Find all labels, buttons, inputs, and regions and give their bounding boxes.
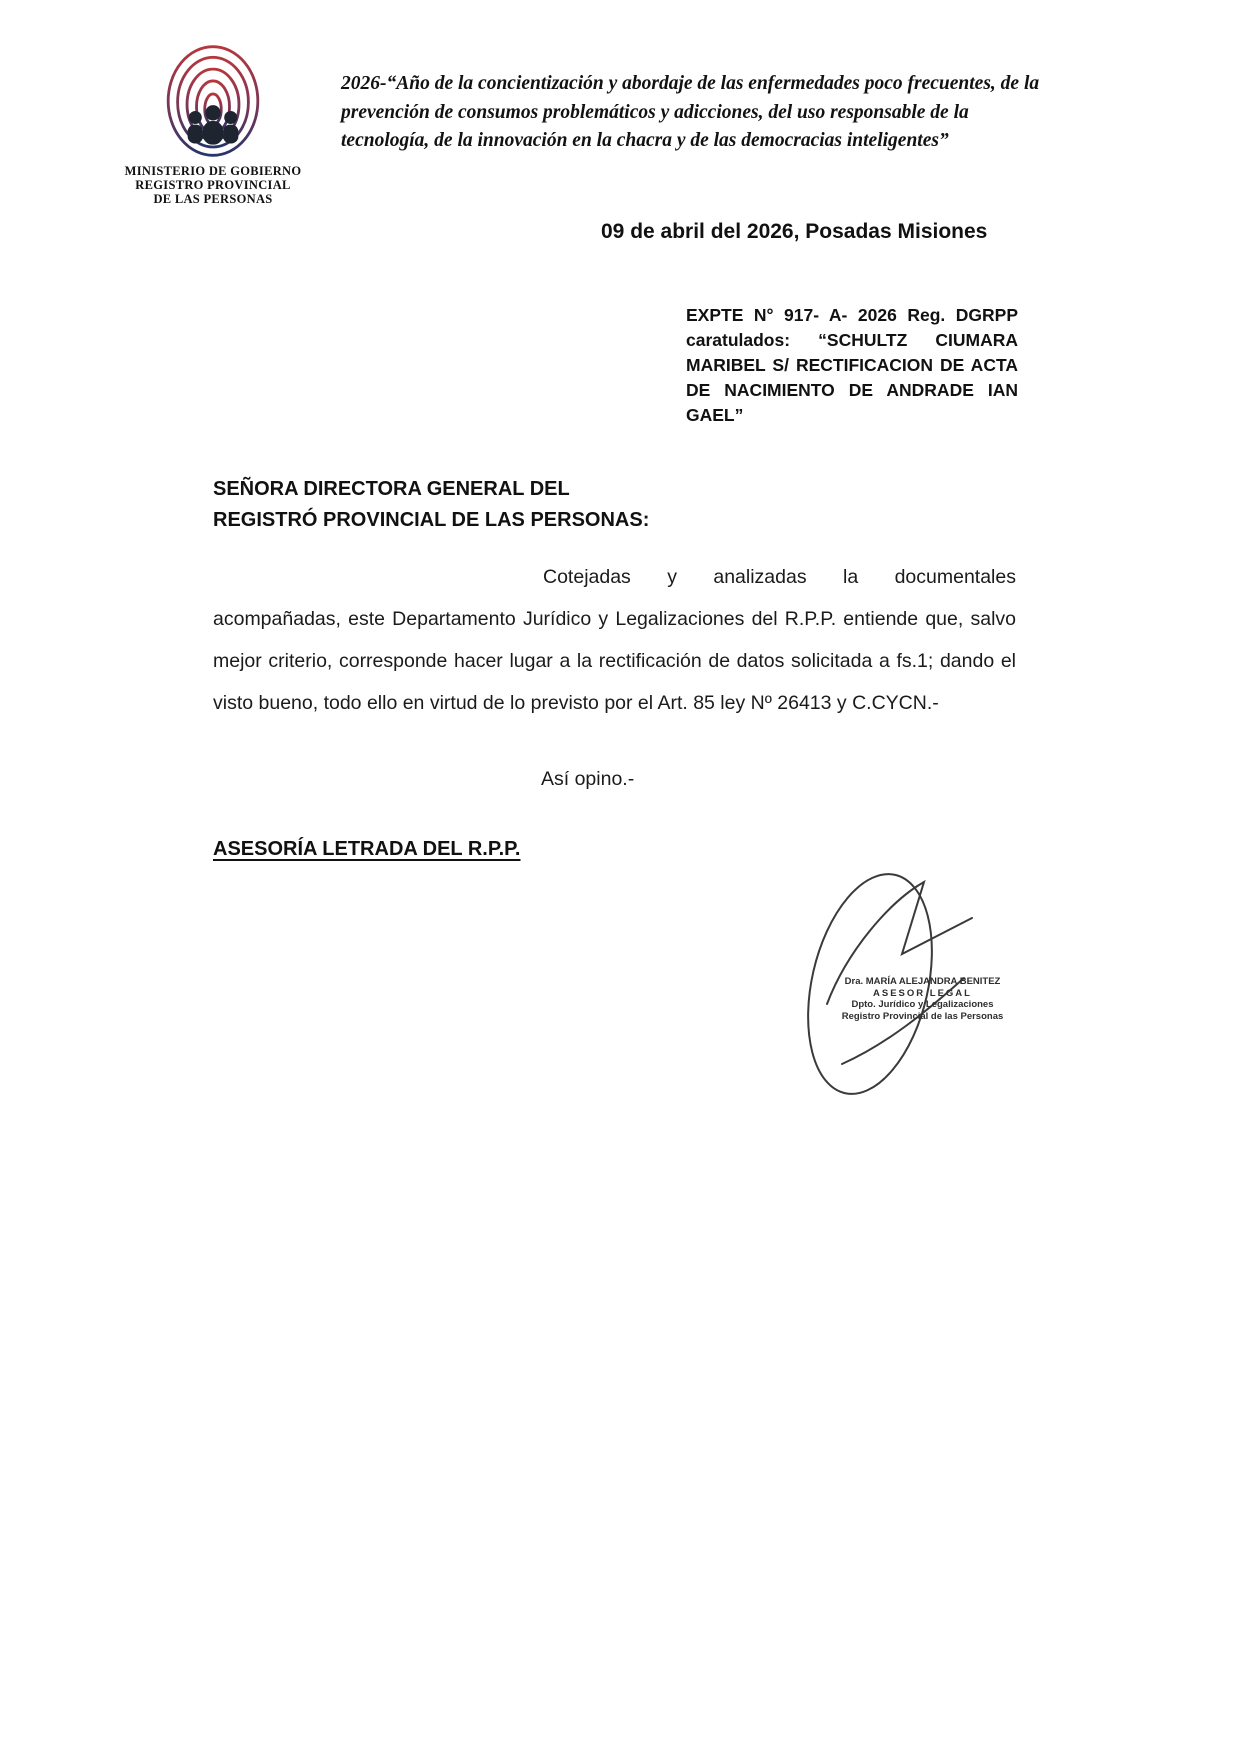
- salutation-line2: REGISTRÓ PROVINCIAL DE LAS PERSONAS:: [213, 509, 650, 531]
- closing-heading: ASESORÍA LETRADA DEL R.P.P.: [213, 838, 521, 860]
- signer-stamp: [830, 976, 1015, 1022]
- fingerprint-logo-icon: [154, 42, 272, 160]
- body-paragraph: Cotejadas y analizadas la documentales acompañadas, este Departamento Jurídico y Legalizaciones del R.P.P. entiende que, salvo mejor criterio, corresponde hacer lugar a la rectificación de datos solicitada a fs.1; dando el visto bueno, todo ello en virtud de lo previsto por el Art. 85 ley Nº 26413 y C.CYCN.-: [213, 566, 1016, 714]
- stamp-title: ASESOR LEGAL: [873, 987, 972, 999]
- date-line: 09 de abril del 2026, Posadas Misiones: [601, 220, 988, 243]
- file-reference: EXPTE N° 917- A- 2026 Reg. DGRPP caratulados: “SCHULTZ CIUMARA MARIBEL S/ RECTIFICACION DE ACTA DE NACIMIENTO DE ANDRADE IAN GAEL”: [686, 305, 1018, 425]
- ministry-logo-caption: [118, 164, 308, 206]
- logo-text-line3: DE LAS PERSONAS: [153, 192, 273, 206]
- opinion-line: Así opino.-: [541, 768, 635, 790]
- stamp-name: Dra. MARÍA ALEJANDRA BENITEZ: [844, 976, 1001, 987]
- year-motto: 2026-“Año de la concientización y abordaje de las enfermedades poco frecuentes, de la prevención de consumos problemáticos y adicciones, del uso responsable de la tecnología, de la innovación en la chacra y de las democracias inteligentes”: [341, 73, 1040, 151]
- logo-text-line1: MINISTERIO DE GOBIERNO: [124, 164, 302, 178]
- salutation-line1: SEÑORA DIRECTORA GENERAL DEL: [213, 478, 570, 500]
- logo-text-line2: REGISTRO PROVINCIAL: [135, 178, 291, 192]
- ministry-logo: [118, 42, 308, 206]
- signature-block: [772, 856, 1022, 1111]
- stamp-department: Dpto. Jurídico y Legalizaciones: [851, 999, 994, 1010]
- stamp-organization: Registro Provincial de las Personas: [841, 1010, 1004, 1022]
- salutation: [213, 474, 649, 536]
